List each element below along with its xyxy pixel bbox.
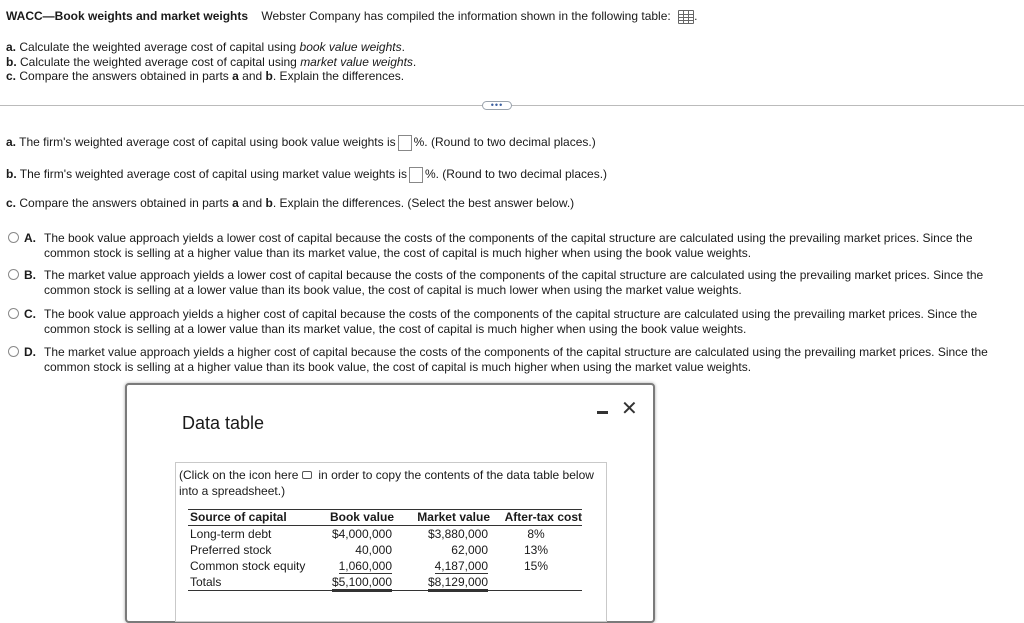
option-a-radio[interactable] (8, 232, 19, 243)
table-header-row: Source of capital Book value Market value After-tax cost (190, 510, 582, 524)
data-table (188, 509, 582, 591)
copy-instructions: (Click on the icon here in order to copy the contents of the data table below into a spreadsheet.) (179, 468, 594, 498)
data-table-panel (175, 462, 607, 622)
question-list (6, 40, 416, 84)
answer-a-line: a. The firm's weighted average cost of capital using book value weights is %. (Round to two decimal places.) (6, 135, 596, 150)
answer-c-line: c. Compare the answers obtained in parts a and b. Explain the differences. (Select the best answer below.) (6, 196, 575, 210)
question-c: c. Compare the answers obtained in parts a and b. Explain the differences. (6, 69, 405, 83)
table-row: Preferred stock 40,000 62,000 13% (190, 543, 549, 557)
data-table-icon[interactable] (678, 10, 694, 24)
question-b: b. Calculate the weighted average cost of capital using market value weights. (6, 54, 417, 69)
section-divider (0, 105, 1024, 106)
close-icon[interactable]: ✕ (621, 398, 638, 420)
minimize-icon[interactable] (597, 411, 608, 414)
answer-a-input[interactable] (398, 135, 412, 151)
option-b-radio[interactable] (8, 269, 19, 280)
table-row-totals: Totals $5,100,000 $8,129,000 (188, 574, 582, 591)
answer-b-line: b. The firm's weighted average cost of capital using market value weights is %. (Round to two decimal places.) (6, 167, 608, 182)
dialog-title: Data table (182, 413, 265, 433)
problem-intro: Webster Company has compiled the information shown in the following table: (261, 9, 671, 23)
table-row: Long-term debt $4,000,000 $3,880,000 8% (190, 527, 545, 541)
option-d-radio[interactable] (8, 346, 19, 357)
data-table-dialog (125, 383, 655, 623)
answer-b-input[interactable] (409, 167, 423, 183)
copy-icon[interactable] (302, 471, 312, 479)
question-a: a. Calculate the weighted average cost of capital using book value weights. (6, 40, 405, 54)
table-row: Common stock equity 1,060,000 4,187,000 15% (190, 559, 549, 573)
option-c-radio[interactable] (8, 308, 19, 319)
problem-header: WACC—Book weights and market weights Webster Company has compiled the information shown in the following table: . (6, 9, 698, 23)
problem-title: WACC—Book weights and market weights (6, 9, 249, 23)
expand-more-button[interactable]: ••• (482, 101, 512, 110)
